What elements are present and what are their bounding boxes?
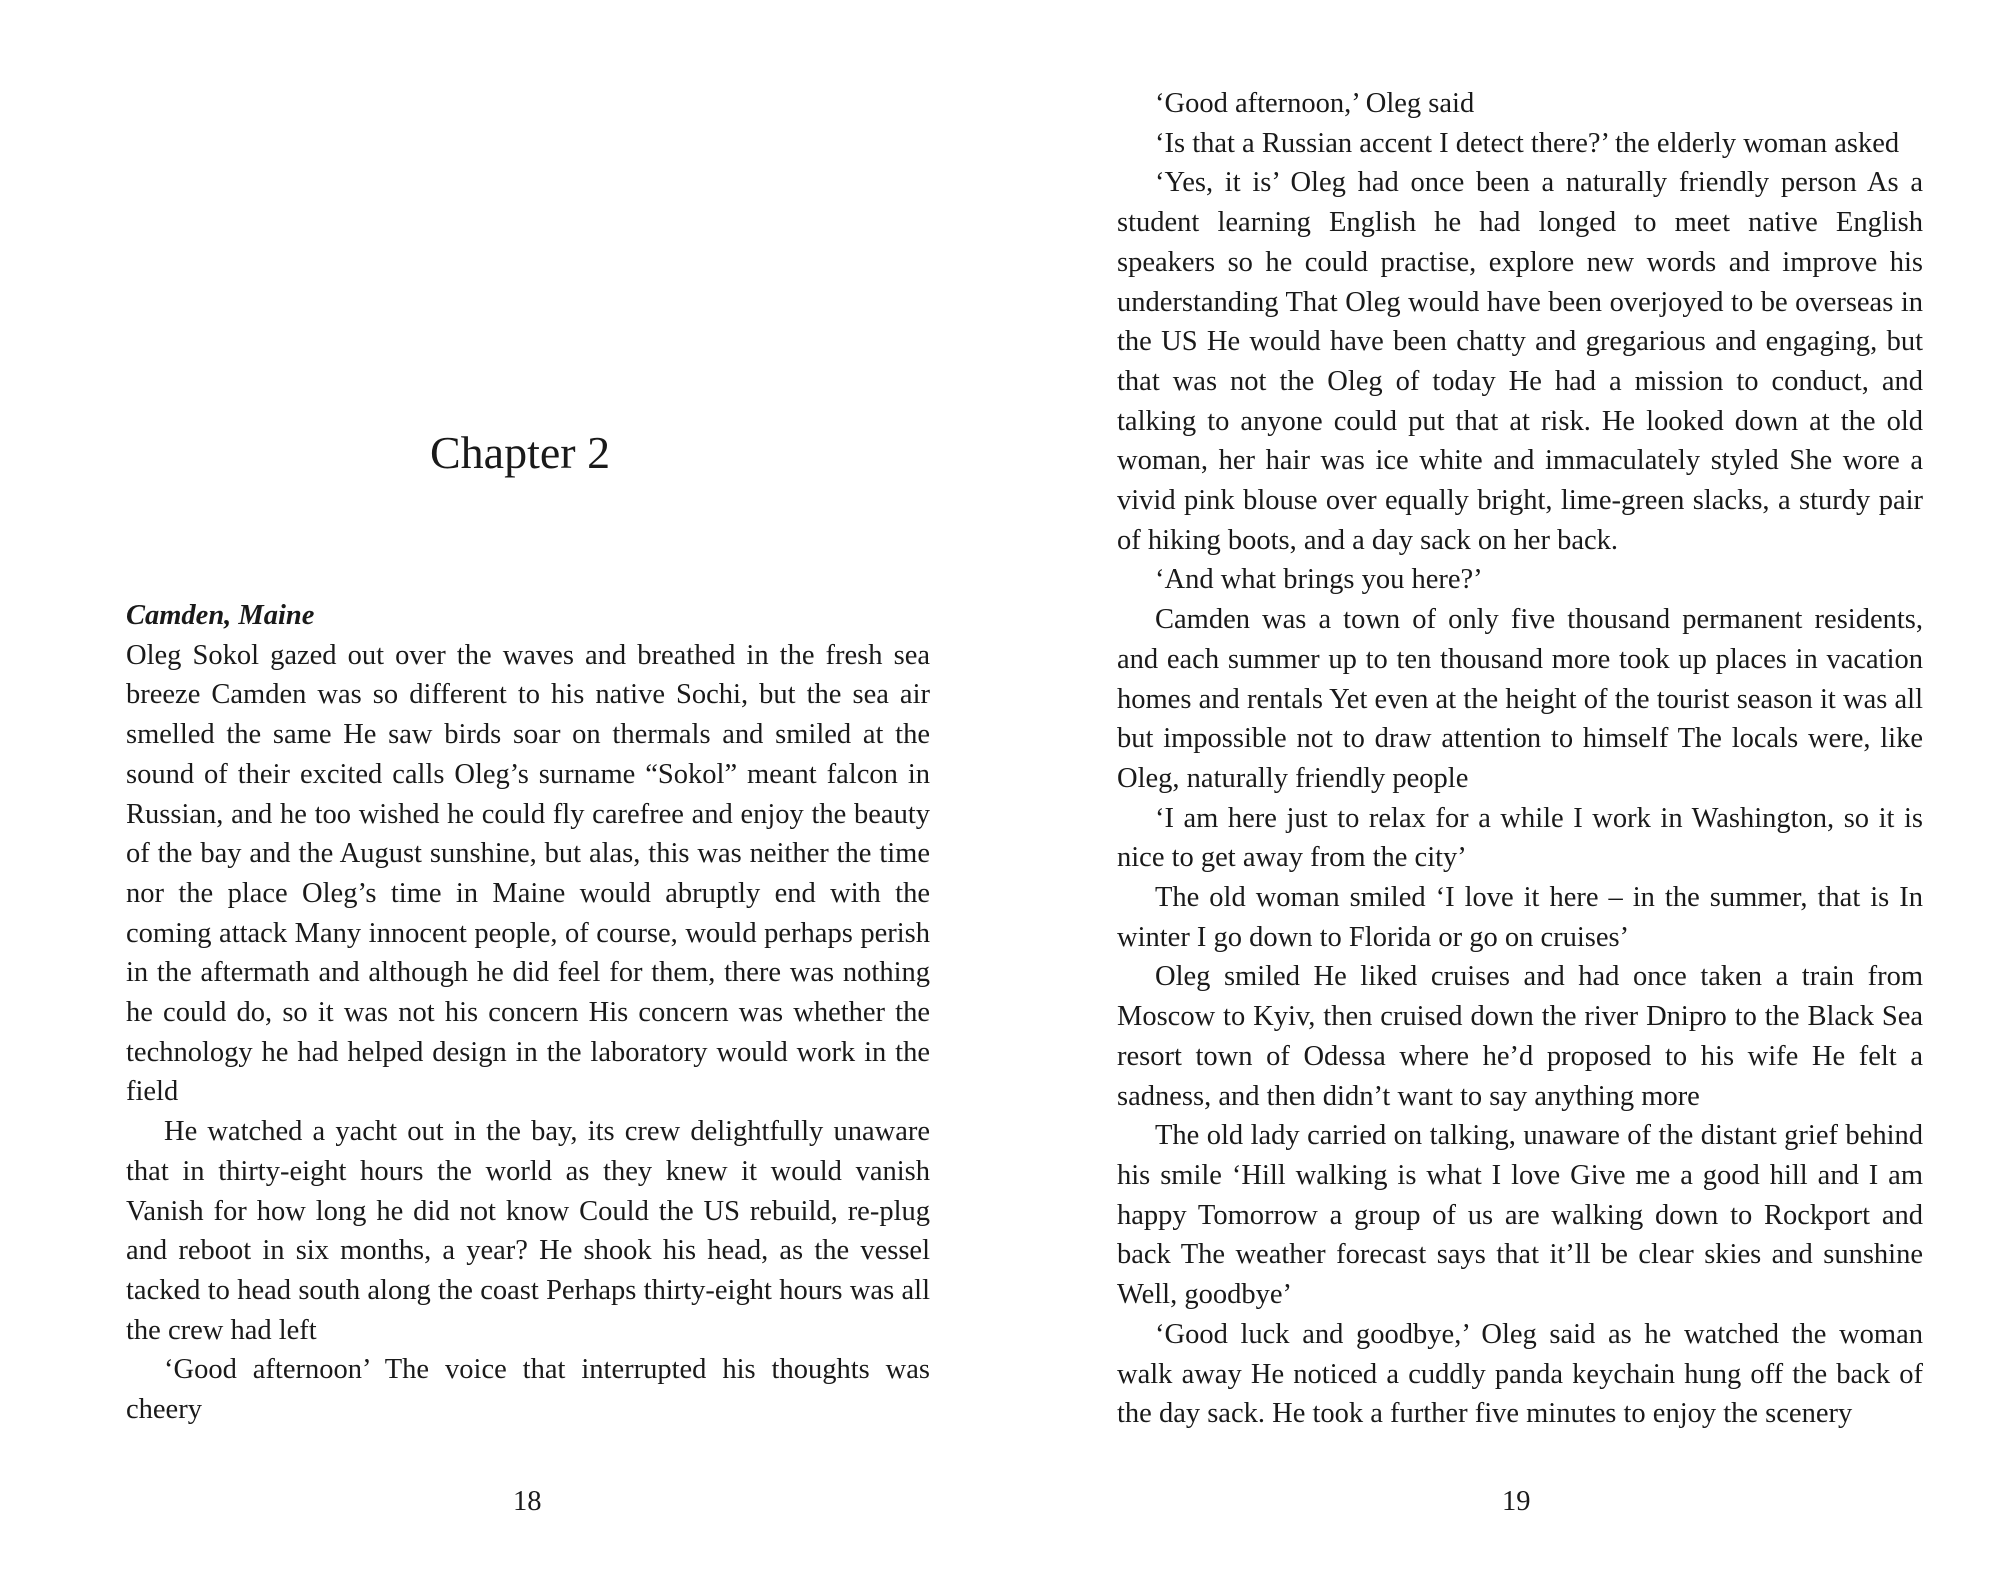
right-page-body [1117, 84, 1923, 1434]
location-heading: Camden, Maine [126, 600, 315, 631]
paragraph: Camden was a town of only five thousand permanent residents, and each summer up to ten thousand more took up places in vacation homes and rentals Yet even at the height of the tourist season it was all but impossible not to draw attention to himself The locals were, like Oleg, naturally friendly people [1117, 604, 1923, 794]
paragraph: Oleg smiled He liked cruises and had once taken a train from Moscow to Kyiv, then cruised down the river Dnipro to the Black Sea resort town of Odessa where he’d proposed to his wife He felt a sadness, and then didn’t want to say anything more [1117, 961, 1923, 1112]
paragraph: ‘And what brings you here?’ [1155, 564, 1483, 596]
paragraph: Oleg Sokol gazed out over the waves and breathed in the fresh sea breeze Camden was so different to his native Sochi, but the sea air smelled the same He saw birds soar on thermals and smiled at the sound of their excited calls Oleg’s surname “Sokol” meant falcon in Russian, and he too wished he could fly carefree and enjoy the beauty of the bay and the August sunshine, but alas, this was neither the time nor the place Oleg’s time in Maine would abruptly end with the coming attack Many innocent people, of course, would perhaps perish in the aftermath and although he did feel for them, there was nothing he could do, so it was not his concern His concern was whether the technology he had helped design in the laboratory would work in the field [126, 639, 930, 1108]
chapter-title: Chapter 2 [430, 427, 611, 478]
paragraph: The old lady carried on talking, unaware of the distant grief behind his smile ‘Hill walking is what I love Give me a good hill and I am happy Tomorrow a group of us are walking down to Rockport and back The weather forecast says that it’ll be clear skies and sunshine Well, goodbye’ [1117, 1120, 1923, 1311]
paragraph: The old woman smiled ‘I love it here – in the summer, that is In winter I go down to Florida or go on cruises’ [1117, 882, 1923, 953]
left-page-body [126, 596, 930, 1430]
paragraph: ‘Good afternoon,’ Oleg said [1155, 88, 1475, 119]
paragraph: ‘Good afternoon’ The voice that interrupted his thoughts was cheery [126, 1354, 930, 1426]
right-page [1000, 0, 2000, 1589]
paragraph: ‘Good luck and goodbye,’ Oleg said as he watched the woman walk away He noticed a cuddly panda keychain hung off the back of the day sack. He took a further five minutes to enjoy the scenery [1117, 1318, 1923, 1430]
paragraph: He watched a yacht out in the bay, its crew delightfully unaware that in thirty-eight hours the world as they knew it would vanish Vanish for how long he did not know Could the US rebuild, re-plug and reboot in six months, a year? He shook his head, as the vessel tacked to head south along the coast Perhaps thirty-eight hours was all the crew had left [126, 1116, 930, 1346]
paragraph: ‘Is that a Russian accent I detect there?’ the elderly woman asked [1155, 127, 1900, 159]
paragraph: ‘I am here just to relax for a while I work in Washington, so it is nice to get away from the city’ [1117, 802, 1923, 874]
page-number: 19 [1502, 1486, 1531, 1517]
paragraph: ‘Yes, it is’ Oleg had once been a naturally friendly person As a student learning English he had longed to meet native English speakers so he could practise, explore new words and improve his understanding That Oleg would have been overjoyed to be overseas in the US He would have been chatty and gregarious and engaging, but that was not the Oleg of today He had a mission to conduct, and talking to anyone could put that at risk. He looked down at the old woman, her hair was ice white and immaculately styled She wore a vivid pink blouse over equally bright, lime-green slacks, a sturdy pair of hiking boots, and a day sack on her back. [1117, 167, 1923, 556]
page-number: 18 [513, 1486, 542, 1517]
